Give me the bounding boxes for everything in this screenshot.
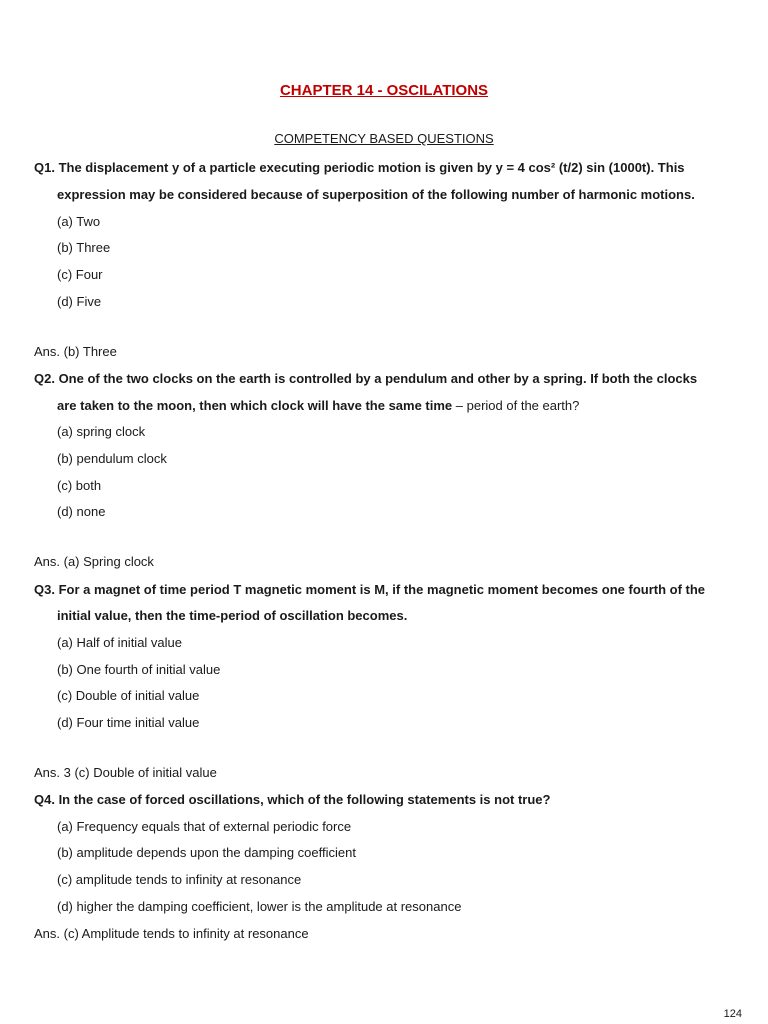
question-1-answer: Ans. (b) Three	[34, 344, 117, 359]
question-4-option-b: (b) amplitude depends upon the damping coefficient	[57, 845, 356, 860]
question-3-option-d: (d) Four time initial value	[57, 715, 200, 730]
question-3-option-b: (b) One fourth of initial value	[57, 662, 221, 677]
question-1-option-b: (b) Three	[57, 240, 111, 255]
question-1-option-a: (a) Two	[57, 214, 101, 229]
question-1-line-2: expression may be considered because of superposition of the following number of harmonic motions.	[57, 187, 695, 202]
question-3-option-a: (a) Half of initial value	[57, 635, 182, 650]
question-2-option-d: (d) none	[57, 504, 106, 519]
question-4-option-a: (a) Frequency equals that of external periodic force	[57, 819, 352, 834]
question-4-line-1: Q4. In the case of forced oscillations, which of the following statements is not true?	[34, 792, 551, 807]
question-2-line-2	[57, 398, 579, 414]
question-1-option-c: (c) Four	[57, 267, 103, 282]
question-3-line-2: initial value, then the time-period of oscillation becomes.	[57, 608, 408, 623]
question-2-line-2-normal: – period of the earth?	[452, 398, 580, 413]
question-4-answer: Ans. (c) Amplitude tends to infinity at resonance	[34, 926, 309, 941]
question-3-option-c: (c) Double of initial value	[57, 688, 200, 703]
question-2-option-b: (b) pendulum clock	[57, 451, 167, 466]
page-number: 124	[723, 1008, 742, 1020]
question-2-answer: Ans. (a) Spring clock	[34, 554, 154, 569]
question-2-option-a: (a) spring clock	[57, 424, 146, 439]
question-4-option-c: (c) amplitude tends to infinity at resonance	[57, 872, 302, 887]
section-title: COMPETENCY BASED QUESTIONS	[274, 131, 494, 146]
question-2-line-2-bold: are taken to the moon, then which clock will have the same time	[57, 398, 453, 413]
question-4-option-d: (d) higher the damping coefficient, lower is the amplitude at resonance	[57, 899, 462, 914]
question-1-line-1: Q1. The displacement y of a particle executing periodic motion is given by y = 4 cos² (t/2) sin (1000t). This	[34, 160, 685, 175]
question-3-line-1: Q3. For a magnet of time period T magnetic moment is M, if the magnetic moment becomes one fourth of the	[34, 582, 706, 597]
chapter-title: CHAPTER 14 - OSCILATIONS	[279, 82, 489, 99]
question-2-option-c: (c) both	[57, 478, 102, 493]
question-1-option-d: (d) Five	[57, 294, 102, 309]
question-2-line-1: Q2. One of the two clocks on the earth is controlled by a pendulum and other by a spring. If both the clocks	[34, 371, 698, 386]
question-3-answer: Ans. 3 (c) Double of initial value	[34, 765, 217, 780]
